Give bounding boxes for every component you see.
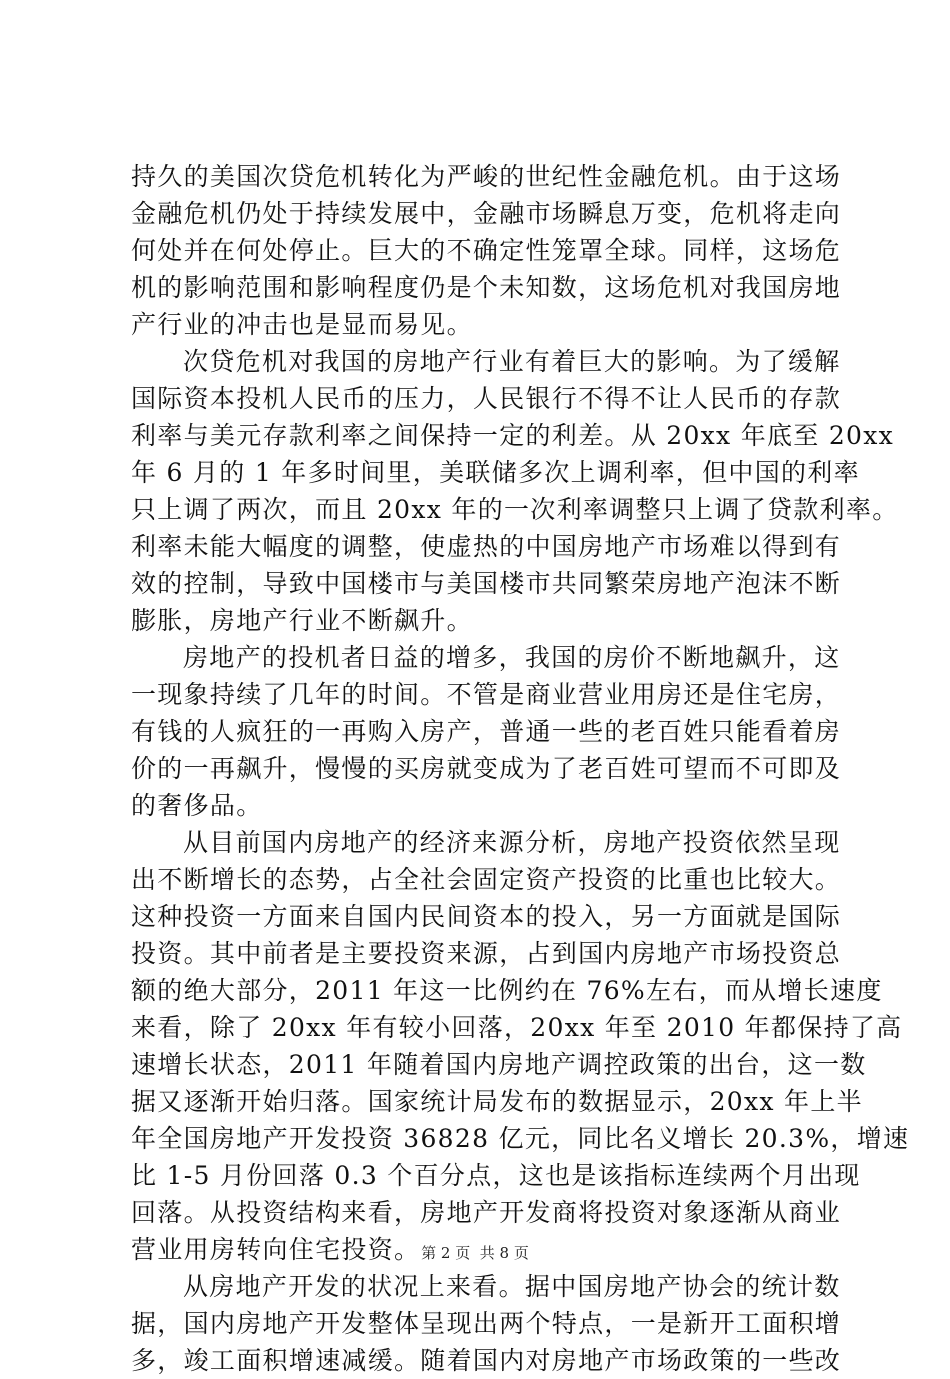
text-line: 何处并在何处停止。巨大的不确定性笼罩全球。同样，这场危 [131,236,842,265]
document-body [131,158,910,1379]
text-line: 膨胀，房地产行业不断飙升。 [131,606,473,635]
text-line: 国际资本投机人民币的压力，人民银行不得不让人民币的存款 [131,384,842,413]
text-line: 多，竣工面积增速减缓。随着国内对房地产市场政策的一些改 [131,1346,842,1375]
text-line: 比 1-5 月份回落 0.3 个百分点，这也是该指标连续两个月出现 [131,1161,861,1190]
paragraph-first-line: 次贷危机对我国的房地产行业有着巨大的影响。为了缓解 [183,347,841,376]
text-line: 年全国房地产开发投资 36828 亿元，同比名义增长 20.3%，增速 [131,1124,910,1153]
text-line: 投资。其中前者是主要投资来源，占到国内房地产市场投资总 [131,939,842,968]
text-line: 产行业的冲击也是显而易见。 [131,310,473,339]
text-line: 有钱的人疯狂的一再购入房产，普通一些的老百姓只能看着房 [131,717,842,746]
text-line: 价的一再飙升，慢慢的买房就变成为了老百姓可望而不可即及 [131,754,842,783]
text-line: 利率与美元存款利率之间保持一定的利差。从 20xx 年底至 20xx [131,421,895,450]
text-line: 额的绝大部分，2011 年这一比例约在 76%左右，而从增长速度 [131,976,883,1005]
text-line: 出不断增长的态势，占全社会固定资产投资的比重也比较大。 [131,865,842,894]
text-line: 的奢侈品。 [131,791,263,820]
text-line: 金融危机仍处于持续发展中，金融市场瞬息万变，危机将走向 [131,199,842,228]
text-line: 回落。从投资结构来看，房地产开发商将投资对象逐渐从商业 [131,1198,842,1227]
text-line: 据，国内房地产开发整体呈现出两个特点，一是新开工面积增 [131,1309,842,1338]
text-line: 这种投资一方面来自国内民间资本的投入，另一方面就是国际 [131,902,842,931]
paragraph-first-line: 从房地产开发的状况上来看。据中国房地产协会的统计数 [183,1272,841,1301]
page-number-footer: 第 2 页 共 8 页 [421,1244,529,1262]
text-line: 年 6 月的 1 年多时间里，美联储多次上调利率，但中国的利率 [131,458,860,487]
paragraph-first-line: 从目前国内房地产的经济来源分析，房地产投资依然呈现 [183,828,841,857]
text-line: 效的控制，导致中国楼市与美国楼市共同繁荣房地产泡沫不断 [131,569,842,598]
text-line: 据又逐渐开始归落。国家统计局发布的数据显示，20xx 年上半 [131,1087,863,1116]
text-line: 一现象持续了几年的时间。不管是商业营业用房还是住宅房， [131,680,842,709]
text-line: 营业用房转向住宅投资。 [131,1235,421,1264]
text-line: 机的影响范围和影响程度仍是个未知数，这场危机对我国房地 [131,273,842,302]
paragraph-first-line: 房地产的投机者日益的增多，我国的房价不断地飙升，这 [183,643,841,672]
text-line: 来看，除了 20xx 年有较小回落，20xx 年至 2010 年都保持了高 [131,1013,903,1042]
text-line: 利率未能大幅度的调整，使虚热的中国房地产市场难以得到有 [131,532,842,561]
text-line: 速增长状态，2011 年随着国内房地产调控政策的出台，这一数 [131,1050,867,1079]
text-line: 持久的美国次贷危机转化为严峻的世纪性金融危机。由于这场 [131,162,842,191]
text-line: 只上调了两次，而且 20xx 年的一次利率调整只上调了贷款利率。 [131,495,899,524]
